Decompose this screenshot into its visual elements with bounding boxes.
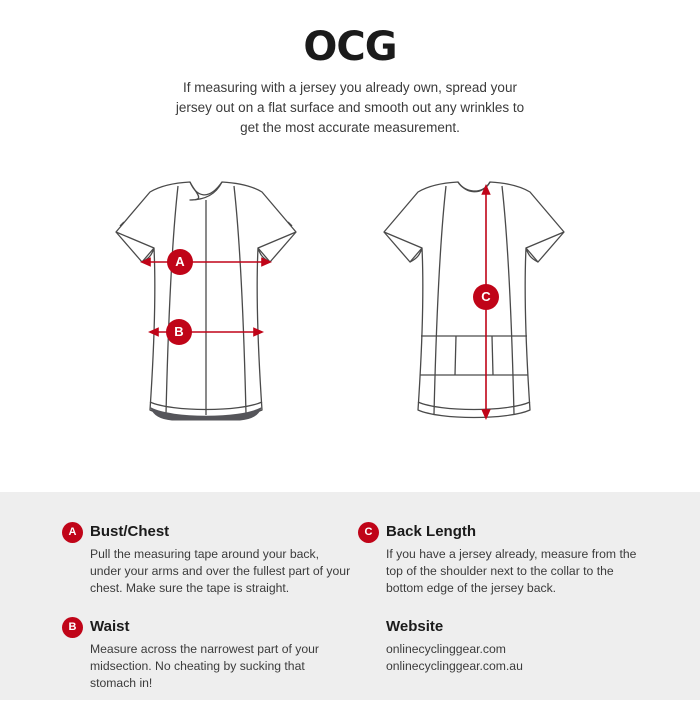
marker-dot-a: A bbox=[62, 522, 83, 543]
website-link-com-au[interactable]: onlinecyclinggear.com.au bbox=[386, 659, 523, 673]
marker-badge-c: C bbox=[473, 284, 499, 310]
jersey-diagram bbox=[0, 170, 700, 490]
legend-entry-back-length bbox=[358, 522, 648, 597]
marker-dot-c: C bbox=[358, 522, 379, 543]
legend-title-bust-chest: Bust/Chest bbox=[90, 523, 170, 540]
legend-text-waist: Measure across the narrowest part of your midsection. No cheating by sucking that stomach in! bbox=[90, 642, 319, 690]
legend-column-right bbox=[358, 522, 648, 695]
legend-entry-website bbox=[358, 617, 648, 675]
website-link-com[interactable]: onlinecyclinggear.com bbox=[386, 642, 506, 656]
intro-text: If measuring with a jersey you already own, spread your jersey out on a flat surface and smooth out any wrinkles to get the most accurate measurement. bbox=[175, 80, 525, 135]
marker-dot-b: B bbox=[62, 617, 83, 638]
jersey-front-illustration bbox=[116, 182, 296, 418]
legend-title-waist: Waist bbox=[90, 618, 130, 635]
legend-title-back-length: Back Length bbox=[386, 523, 477, 540]
legend-text-bust-chest: Pull the measuring tape around your back, under your arms and over the fullest part of your chest. Make sure the tape is straight. bbox=[90, 547, 351, 595]
legend-column-left bbox=[62, 522, 352, 712]
legend-entry-bust-chest bbox=[62, 522, 352, 597]
legend-title-website: Website bbox=[386, 618, 444, 635]
marker-badge-b: B bbox=[166, 319, 192, 345]
legend-panel bbox=[0, 492, 700, 700]
marker-badge-a: A bbox=[167, 249, 193, 275]
legend-text-back-length: If you have a jersey already, measure from the top of the shoulder next to the collar to the bottom edge of the jersey back. bbox=[386, 547, 637, 595]
brand-logo: OCG bbox=[303, 24, 397, 70]
legend-entry-waist bbox=[62, 617, 352, 692]
